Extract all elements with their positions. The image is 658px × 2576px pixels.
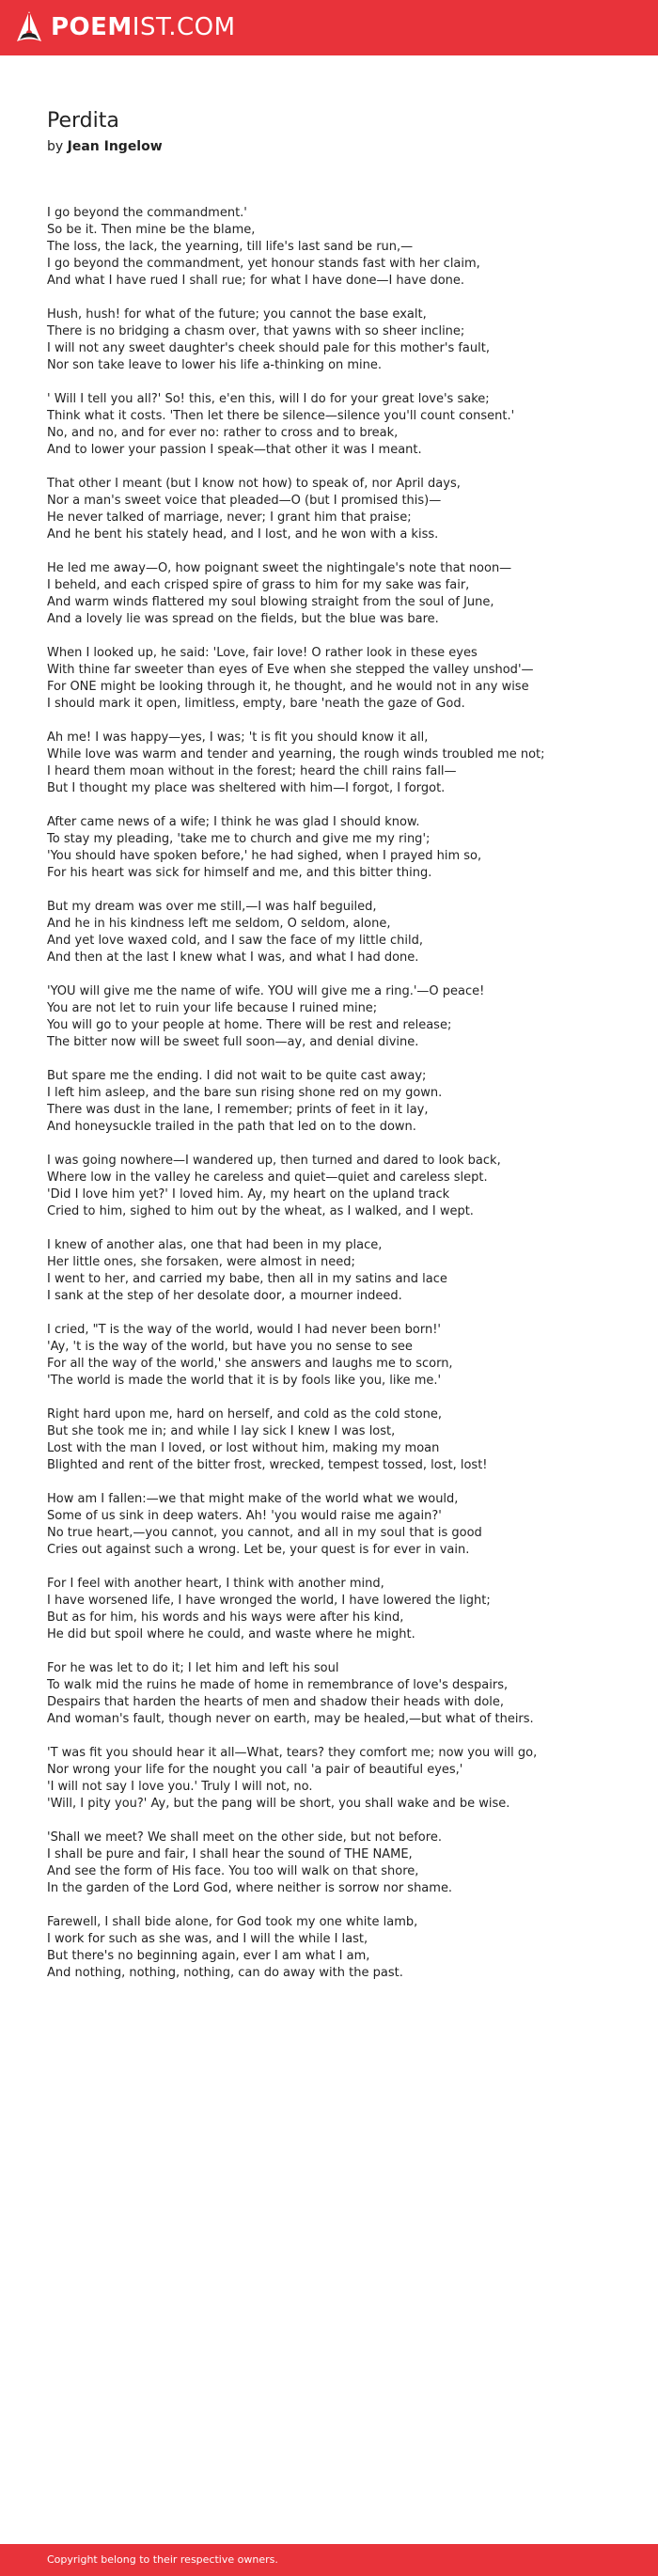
poem-line: I left him asleep, and the bare sun rising shone red on my gown.: [47, 1086, 443, 1100]
quill-pen-nib-icon: [15, 10, 43, 44]
poem-line: Nor wrong your life for the nought you call 'a pair of beautiful eyes,': [47, 1763, 463, 1777]
poem-line: How am I fallen:—we that might make of the world what we would,: [47, 1492, 459, 1506]
stanza: [47, 983, 630, 1051]
poem-line: The loss, the lack, the yearning, till life's last sand be run,—: [47, 240, 414, 254]
stanza: [47, 476, 630, 543]
poem-line: After came news of a wife; I think he was glad I should know.: [47, 815, 420, 829]
poem-line: Cries out against such a wrong. Let be, your quest is for ever in vain.: [47, 1543, 470, 1557]
logo-text-light: IST.COM: [132, 13, 236, 41]
poem-line: 'Will, I pity you?' Ay, but the pang will be short, you shall wake and be wise.: [47, 1797, 510, 1811]
poem-line: I should mark it open, limitless, empty, bare 'neath the gaze of God.: [47, 697, 465, 711]
poem-line: I go beyond the commandment.': [47, 206, 247, 220]
poem-line: 'Did I love him yet?' I loved him. Ay, my heart on the upland track: [47, 1187, 450, 1202]
stanza: [47, 1830, 630, 1897]
poem-line: But my dream was over me still,—I was half beguiled,: [47, 900, 377, 914]
poem-line: With thine far sweeter than eyes of Eve when she stepped the valley unshod'—: [47, 663, 534, 677]
logo-text-bold: POEM: [51, 13, 133, 41]
poem-line: And honeysuckle trailed in the path that led on to the down.: [47, 1120, 416, 1134]
poem-line: Cried to him, sighed to him out by the wheat, as I walked, and I wept.: [47, 1204, 474, 1218]
poem-line: I went to her, and carried my babe, then all in my satins and lace: [47, 1272, 447, 1286]
by-label: by: [47, 139, 64, 154]
poem-line: I sank at the step of her desolate door, a mourner indeed.: [47, 1289, 402, 1303]
poem-line: Nor son take leave to lower his life a-thinking on mine.: [47, 358, 383, 372]
poem-line: Right hard upon me, hard on herself, and cold as the cold stone,: [47, 1407, 442, 1422]
poem-line: And a lovely lie was spread on the fields, but the blue was bare.: [47, 612, 439, 626]
poem-line: Farewell, I shall bide alone, for God took my one white lamb,: [47, 1915, 418, 1929]
site-footer: [0, 2544, 658, 2576]
stanza: [47, 1660, 630, 1728]
poem-line: I knew of another alas, one that had been in my place,: [47, 1238, 383, 1252]
poem-line: He never talked of marriage, never; I grant him that praise;: [47, 510, 412, 525]
poem-line: But there's no beginning again, ever I am what I am,: [47, 1949, 370, 1963]
poem-line: Ah me! I was happy—yes, I was; 't is fit you should know it all,: [47, 730, 429, 745]
poem-line: While love was warm and tender and yearning, the rough winds troubled me not;: [47, 747, 545, 762]
poem-line: Think what it costs. 'Then let there be silence—silence you'll count consent.': [47, 409, 515, 423]
poem-line: Hush, hush! for what of the future; you cannot the base exalt,: [47, 307, 427, 322]
poem-line: And to lower your passion I speak—that other it was I meant.: [47, 443, 422, 457]
poem-line: He led me away—O, how poignant sweet the nightingale's note that noon—: [47, 561, 512, 575]
poem-line: When I looked up, he said: 'Love, fair love! O rather look in these eyes: [47, 646, 478, 660]
poem-line: And what I have rued I shall rue; for what I have done—I have done.: [47, 274, 465, 288]
site-header: [0, 0, 658, 55]
poem-line: Lost with the man I loved, or lost without him, making my moan: [47, 1441, 440, 1455]
poem-line: Where low in the valley he careless and quiet—quiet and careless slept.: [47, 1170, 488, 1185]
stanza: [47, 1322, 630, 1390]
poem-line: For his heart was sick for himself and me, and this bitter thing.: [47, 866, 432, 880]
poem-line: So be it. Then mine be the blame,: [47, 223, 256, 237]
poem-line: You are not let to ruin your life because I ruined mine;: [47, 1001, 378, 1015]
poem-line: Some of us sink in deep waters. Ah! 'you would raise me again?': [47, 1509, 442, 1523]
site-logo[interactable]: [15, 10, 236, 44]
stanza: [47, 730, 630, 797]
stanza: [47, 899, 630, 966]
poem-line: 'I will not say I love you.' Truly I will not, no.: [47, 1780, 313, 1794]
poem-title: Perdita: [47, 109, 119, 133]
stanza: [47, 391, 630, 459]
poem-line: For I feel with another heart, I think with another mind,: [47, 1577, 384, 1591]
copyright-text: Copyright belong to their respective owners.: [47, 2553, 278, 2566]
poem-line: He did but spoil where he could, and waste where he might.: [47, 1627, 415, 1641]
poem-line: And he in his kindness left me seldom, O seldom, alone,: [47, 917, 391, 931]
poem-line: 'You should have spoken before,' he had sighed, when I prayed him so,: [47, 849, 482, 863]
poem-line: And then at the last I knew what I was, and what I had done.: [47, 950, 419, 965]
poem-body: [47, 205, 630, 1999]
poem-line: 'T was fit you should hear it all—What, tears? they comfort me; now you will go,: [47, 1746, 538, 1760]
poem-line: I have worsened life, I have wronged the world, I have lowered the light;: [47, 1594, 491, 1608]
poem-line: ' Will I tell you all?' So! this, e'en this, will I do for your great love's sake;: [47, 392, 490, 406]
stanza: [47, 560, 630, 628]
poem-line: For ONE might be looking through it, he thought, and he would not in any wise: [47, 680, 529, 694]
poem-line: 'Shall we meet? We shall meet on the other side, but not before.: [47, 1830, 442, 1845]
poem-line: To walk mid the ruins he made of home in remembrance of love's despairs,: [47, 1678, 509, 1692]
poem-line: I cried, "T is the way of the world, would I had never been born!': [47, 1323, 441, 1337]
stanza: [47, 205, 630, 290]
poem-line: Despairs that harden the hearts of men and shadow their heads with dole,: [47, 1695, 505, 1709]
poem-line: And see the form of His face. You too will walk on that shore,: [47, 1864, 419, 1878]
stanza: [47, 1576, 630, 1643]
stanza: [47, 306, 630, 374]
poem-line: The bitter now will be sweet full soon—ay, and denial divine.: [47, 1035, 419, 1049]
poem-line: That other I meant (but I know not how) to speak of, nor April days,: [47, 477, 461, 491]
poem-line: There is no bridging a chasm over, that yawns with so sheer incline;: [47, 324, 465, 338]
poem-line: And he bent his stately head, and I lost, and he won with a kiss.: [47, 527, 439, 542]
poem-line: And warm winds flattered my soul blowing straight from the soul of June,: [47, 595, 494, 609]
poem-line: I go beyond the commandment, yet honour stands fast with her claim,: [47, 257, 480, 271]
poem-line: 'The world is made the world that it is by fools like you, like me.': [47, 1374, 442, 1388]
author-link[interactable]: Jean Ingelow: [67, 139, 163, 154]
poem-line: But I thought my place was sheltered with him—I forgot, I forgot.: [47, 781, 446, 795]
poem-line: Nor a man's sweet voice that pleaded—O (but I promised this)—: [47, 494, 442, 508]
poem-line: No true heart,—you cannot, you cannot, and all in my soul that is good: [47, 1526, 482, 1540]
poem-line: And yet love waxed cold, and I saw the face of my little child,: [47, 934, 423, 948]
poem-line: Her little ones, she forsaken, were almost in need;: [47, 1255, 355, 1269]
stanza: [47, 1914, 630, 1982]
poem-line: I heard them moan without in the forest; heard the chill rains fall—: [47, 764, 457, 778]
stanza: [47, 645, 630, 713]
poem-line: I will not any sweet daughter's cheek should pale for this mother's fault,: [47, 341, 490, 355]
stanza: [47, 1237, 630, 1305]
poem-header: [47, 107, 630, 156]
stanza: [47, 1745, 630, 1813]
poem-line: I beheld, and each crisped spire of grass to him for my sake was fair,: [47, 578, 470, 592]
poem-line: You will go to your people at home. There will be rest and release;: [47, 1018, 452, 1032]
poem-line: I was going nowhere—I wandered up, then turned and dared to look back,: [47, 1154, 501, 1168]
poem-line: Blighted and rent of the bitter frost, wrecked, tempest tossed, lost, lost!: [47, 1458, 488, 1472]
site-logo-text: [51, 10, 236, 44]
poem-line: But spare me the ending. I did not wait to be quite cast away;: [47, 1069, 427, 1083]
stanza: [47, 1406, 630, 1474]
poem-line: I work for such as she was, and I will the while I last,: [47, 1932, 368, 1946]
poem-line: There was dust in the lane, I remember; prints of feet in it lay,: [47, 1103, 429, 1117]
poem-line: I shall be pure and fair, I shall hear the sound of THE NAME,: [47, 1847, 413, 1861]
stanza: [47, 1153, 630, 1220]
poem-line: No, and no, and for ever no: rather to cross and to break,: [47, 426, 399, 440]
poem-line: For all the way of the world,' she answers and laughs me to scorn,: [47, 1357, 453, 1371]
poem-line: To stay my pleading, 'take me to church and give me my ring';: [47, 832, 431, 846]
poem-line: 'YOU will give me the name of wife. YOU will give me a ring.'—O peace!: [47, 984, 485, 998]
poem-line: And nothing, nothing, nothing, can do away with the past.: [47, 1966, 403, 1980]
poem-line: But she took me in; and while I lay sick I knew I was lost,: [47, 1424, 396, 1438]
poem-line: And woman's fault, though never on earth, may be healed,—but what of theirs.: [47, 1712, 534, 1726]
poem-line: For he was let to do it; I let him and left his soul: [47, 1661, 339, 1675]
stanza: [47, 1491, 630, 1559]
byline: [47, 137, 630, 156]
stanza: [47, 814, 630, 882]
poem-line: 'Ay, 't is the way of the world, but have you no sense to see: [47, 1340, 413, 1354]
poem-line: In the garden of the Lord God, where neither is sorrow nor shame.: [47, 1881, 453, 1895]
stanza: [47, 1068, 630, 1136]
poem-line: But as for him, his words and his ways were after his kind,: [47, 1610, 404, 1625]
